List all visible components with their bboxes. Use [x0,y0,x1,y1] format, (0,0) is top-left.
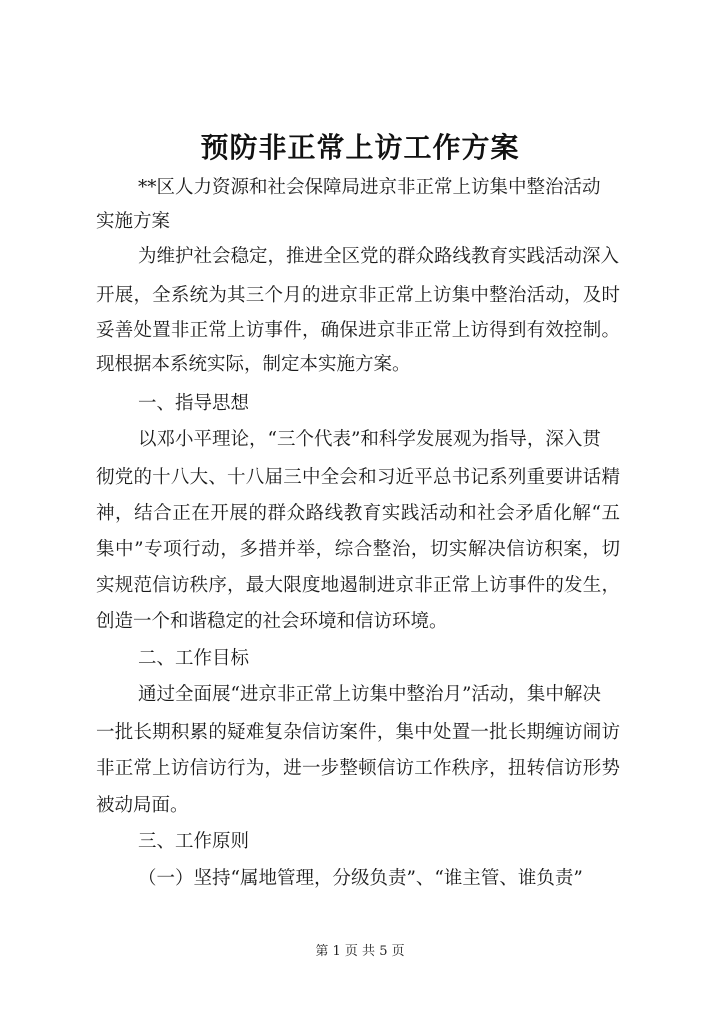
paragraph-line: 集中”专项行动，多措并举，综合整治，切实解决信访积案，切 [96,539,620,560]
paragraph-line: 神，结合正在开展的群众路线教育实践活动和社会矛盾化解“五 [96,503,620,524]
paragraph-line: 非正常上访信访行为，进一步整顿信访工作秩序，扭转信访形势 [96,758,620,779]
section-heading: 二、工作目标 [138,648,250,669]
paragraph-line: 一批长期积累的疑难复杂信访案件，集中处置一批长期缠访闹访 [96,722,620,743]
paragraph-line: 妥善处置非正常上访事件，确保进京非正常上访得到有效控制。 [96,320,620,341]
section-heading: 一、指导思想 [138,393,250,414]
paragraph-line: （一）坚持“属地管理，分级负责”、“谁主管、谁负责” [138,868,583,889]
paragraph-line: 实规范信访秩序，最大限度地遏制进京非正常上访事件的发生， [96,575,620,596]
paragraph-line: 开展，全系统为其三个月的进京非正常上访集中整治活动，及时 [96,285,620,306]
paragraph-line: 被动局面。 [96,795,189,816]
page-footer: 第 1 页 共 5 页 [315,944,405,959]
subtitle-line-1: **区人力资源和社会保障局进京非正常上访集中整治活动 [138,177,601,198]
paragraph-line: 以邓小平理论，“三个代表”和科学发展观为指导，深入贯 [138,429,601,450]
paragraph-line: 通过全面展“进京非正常上访集中整治月”活动，集中解决 [138,684,601,705]
paragraph-line: 现根据本系统实际，制定本实施方案。 [96,354,411,375]
section-heading: 三、工作原则 [138,831,250,852]
paragraph-line: 创造一个和谐稳定的社会环境和信访环境。 [96,611,448,632]
subtitle-line-2: 实施方案 [96,211,171,232]
document-title: 预防非正常上访工作方案 [200,131,520,164]
paragraph-line: 彻党的十八大、十八届三中全会和习近平总书记系列重要讲话精 [96,467,620,488]
paragraph-line: 为维护社会稳定，推进全区党的群众路线教育实践活动深入 [138,246,620,267]
